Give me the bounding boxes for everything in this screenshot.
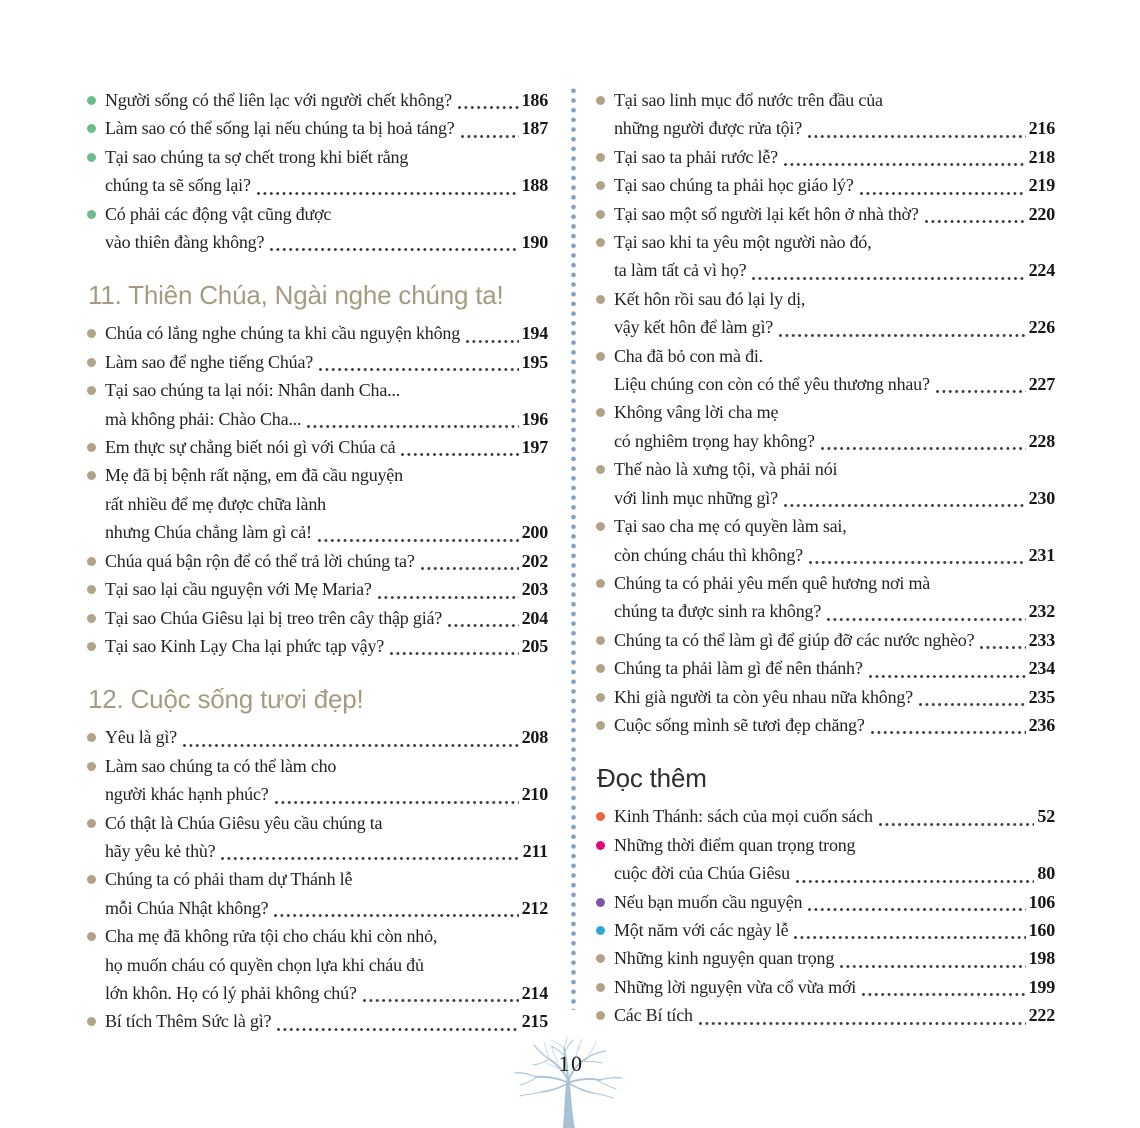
toc-item-text: Người sống có thể liên lạc với người chết không? xyxy=(105,90,452,110)
toc-item xyxy=(87,143,548,200)
toc-item xyxy=(596,1001,1055,1029)
toc-item-text: Yêu là gì? xyxy=(105,727,177,748)
toc-item-text: vậy kết hôn để làm gì? xyxy=(614,317,774,338)
page-ref: 198 xyxy=(1028,948,1055,969)
bullet-icon xyxy=(596,841,605,850)
dot-leader xyxy=(275,801,519,804)
page-ref: 231 xyxy=(1028,544,1055,565)
page-ref: 235 xyxy=(1028,686,1055,707)
extras-heading: Đọc thêm xyxy=(597,763,707,794)
toc-item xyxy=(596,398,1055,455)
toc-column-left xyxy=(87,86,548,1036)
toc-item-text: họ muốn cháu có quyền chọn lựa khi cháu đủ xyxy=(105,954,424,975)
page-ref: 205 xyxy=(521,635,548,656)
toc-item xyxy=(87,604,548,632)
toc-item-text: Tại sao chúng ta sợ chết trong khi biết rằng xyxy=(105,146,409,167)
bullet-icon xyxy=(87,614,96,623)
bullet-icon xyxy=(596,579,605,588)
bullet-icon xyxy=(87,585,96,594)
toc-item xyxy=(596,831,1055,888)
page-ref: 226 xyxy=(1028,317,1055,338)
toc-item-text: chúng ta sẽ sống lại? xyxy=(105,175,251,196)
toc-item xyxy=(596,973,1055,1001)
toc-item-text: Những lời nguyện vừa cổ vừa mới xyxy=(614,976,857,997)
toc-item-text: Em thực sự chẳng biết nói gì với Chúa cả xyxy=(105,437,396,458)
toc-item xyxy=(87,922,548,1007)
toc-item-text: Những kinh nguyện quan trọng xyxy=(614,948,835,969)
page-ref: 210 xyxy=(521,784,548,805)
toc-item-text: Liệu chúng con còn có thể yêu thương nhau? xyxy=(614,374,930,395)
toc-item xyxy=(87,865,548,922)
page-ref: 106 xyxy=(1028,891,1055,912)
bullet-icon xyxy=(87,96,96,105)
toc-item-text: Chúng ta có phải tham dự Thánh lễ xyxy=(105,869,353,890)
bullet-icon xyxy=(596,238,605,247)
dot-leader xyxy=(936,390,1026,393)
toc-item xyxy=(87,461,548,546)
dot-leader xyxy=(448,624,519,627)
page-number: 10 xyxy=(558,1051,584,1076)
dot-leader xyxy=(363,999,519,1002)
dot-leader xyxy=(809,561,1026,564)
page-ref: 204 xyxy=(521,607,548,628)
page-ref: 218 xyxy=(1028,146,1055,167)
chapter-heading: 12. Cuộc sống tươi đẹp! xyxy=(88,684,364,715)
toc-item-text: lớn khôn. Họ có lý phải không chú? xyxy=(105,982,357,1003)
page-ref: 196 xyxy=(521,408,548,429)
page-ref: 230 xyxy=(1028,487,1055,508)
toc-item xyxy=(87,1007,548,1035)
bullet-icon xyxy=(87,329,96,338)
bullet-icon xyxy=(87,124,96,133)
dot-leader xyxy=(860,192,1026,195)
toc-item-text: Tại sao linh mục đổ nước trên đầu của xyxy=(614,90,883,110)
bullet-icon xyxy=(87,443,96,452)
bullet-icon xyxy=(596,465,605,474)
bullet-icon xyxy=(596,898,605,907)
toc-item xyxy=(87,632,548,660)
dot-leader xyxy=(318,539,519,542)
toc-item-text: cuộc đời của Chúa Giêsu xyxy=(614,863,790,884)
dot-leader xyxy=(183,744,519,747)
toc-item-text: nhưng Chúa chẳng làm gì cả! xyxy=(105,522,312,543)
toc-item xyxy=(87,114,548,142)
toc-item-text: Chúa có lắng nghe chúng ta khi cầu nguyện không xyxy=(105,323,461,344)
dotted-column-separator xyxy=(571,88,576,1010)
bullet-icon xyxy=(87,762,96,771)
toc-item-text: Kinh Thánh: sách của mọi cuốn sách xyxy=(614,806,873,827)
dot-leader xyxy=(925,220,1026,223)
toc-item-text: Chúng ta có phải yêu mến quê hương nơi mà xyxy=(614,572,931,593)
dot-leader xyxy=(221,857,519,860)
bullet-icon xyxy=(87,819,96,828)
dot-leader xyxy=(270,248,518,251)
bullet-icon xyxy=(596,721,605,730)
bullet-icon xyxy=(87,642,96,651)
page-ref: 227 xyxy=(1028,374,1055,395)
toc-item xyxy=(87,723,548,751)
dot-leader xyxy=(752,277,1025,280)
page-ref: 52 xyxy=(1037,806,1055,827)
dot-leader xyxy=(980,646,1025,649)
toc-item-text: hãy yêu kẻ thù? xyxy=(105,840,216,861)
toc-item xyxy=(596,711,1055,739)
dot-leader xyxy=(784,163,1026,166)
dot-leader xyxy=(794,936,1025,939)
page-ref: 190 xyxy=(521,232,548,253)
bullet-icon xyxy=(596,636,605,645)
bullet-icon xyxy=(87,471,96,480)
bullet-icon xyxy=(87,210,96,219)
bullet-icon xyxy=(596,408,605,417)
bullet-icon xyxy=(87,1017,96,1026)
bullet-icon xyxy=(596,926,605,935)
dot-leader xyxy=(461,135,519,138)
toc-item xyxy=(596,512,1055,569)
toc-item xyxy=(596,228,1055,285)
dot-leader xyxy=(879,823,1035,826)
page-ref: 220 xyxy=(1028,203,1055,224)
dot-leader xyxy=(919,703,1026,706)
toc-item-text: Bí tích Thêm Sức là gì? xyxy=(105,1011,272,1032)
bullet-icon xyxy=(596,522,605,531)
toc-item xyxy=(87,433,548,461)
toc-item xyxy=(596,683,1055,711)
bullet-icon xyxy=(87,875,96,884)
bullet-icon xyxy=(596,153,605,162)
bullet-icon xyxy=(87,733,96,742)
tree-icon xyxy=(503,1036,637,1128)
toc-item xyxy=(596,626,1055,654)
toc-item xyxy=(87,547,548,575)
dot-leader xyxy=(274,914,518,917)
page-ref: 186 xyxy=(521,90,548,110)
toc-item-text: còn chúng cháu thì không? xyxy=(614,544,803,565)
dot-leader xyxy=(840,965,1025,968)
bullet-icon xyxy=(596,96,605,105)
toc-item-text: có nghiêm trọng hay không? xyxy=(614,430,815,451)
toc-item xyxy=(596,944,1055,972)
page-ref: 203 xyxy=(521,579,548,600)
bullet-icon xyxy=(87,557,96,566)
page-ref: 222 xyxy=(1028,1005,1055,1026)
dot-leader xyxy=(796,880,1035,883)
bullet-icon xyxy=(596,181,605,190)
toc-item xyxy=(87,809,548,866)
toc-item-text: mỗi Chúa Nhật không? xyxy=(105,897,269,918)
page-ref: 215 xyxy=(521,1011,548,1032)
bullet-icon xyxy=(596,954,605,963)
toc-item-text: Không vâng lời cha mẹ xyxy=(614,402,779,423)
toc-item-text: rất nhiều để mẹ được chữa lành xyxy=(105,493,326,514)
toc-item xyxy=(596,86,1055,143)
toc-item xyxy=(596,171,1055,199)
page-ref: 232 xyxy=(1028,601,1055,622)
page-ref: 212 xyxy=(521,897,548,918)
toc-item-text: Chúa quá bận rộn để có thể trả lời chúng ta? xyxy=(105,550,415,571)
dot-leader xyxy=(378,596,519,599)
dot-leader xyxy=(257,192,519,195)
page-ref: 236 xyxy=(1028,714,1055,735)
toc-item xyxy=(596,888,1055,916)
page-ref: 216 xyxy=(1028,118,1055,139)
toc-item-text: Chúng ta có thể làm gì để giúp đỡ các nước nghèo? xyxy=(614,629,975,650)
bullet-icon xyxy=(596,693,605,702)
page-ref: 200 xyxy=(521,522,548,543)
toc-item-text: Cha mẹ đã không rửa tội cho cháu khi còn nhỏ, xyxy=(105,926,438,947)
bullet-icon xyxy=(596,295,605,304)
toc-item-text: Tại sao lại cầu nguyện với Mẹ Maria? xyxy=(105,579,372,600)
bullet-icon xyxy=(87,358,96,367)
toc-item xyxy=(596,143,1055,171)
dot-leader xyxy=(307,425,518,428)
toc-item-text: ta làm tất cả vì họ? xyxy=(614,260,747,281)
page-ref: 208 xyxy=(521,727,548,748)
toc-item-text: Làm sao để nghe tiếng Chúa? xyxy=(105,351,314,372)
toc-item-text: với linh mục những gì? xyxy=(614,487,778,508)
bullet-icon xyxy=(596,983,605,992)
toc-item-text: Kết hôn rồi sau đó lại ly dị, xyxy=(614,288,806,309)
toc-item-text: Chúng ta phải làm gì để nên thánh? xyxy=(614,658,863,679)
page-ref: 233 xyxy=(1028,629,1055,650)
page-ref: 187 xyxy=(521,118,548,139)
page-ref: 228 xyxy=(1028,430,1055,451)
dot-leader xyxy=(784,504,1026,507)
dot-leader xyxy=(466,340,519,343)
toc-item-text: Tại sao cha mẹ có quyền làm sai, xyxy=(614,516,847,537)
toc-item xyxy=(596,569,1055,626)
dot-leader xyxy=(808,908,1025,911)
toc-column-right xyxy=(596,86,1055,1030)
dot-leader xyxy=(871,731,1026,734)
bullet-icon xyxy=(87,386,96,395)
page-ref: 234 xyxy=(1028,658,1055,679)
toc-item xyxy=(596,654,1055,682)
toc-item-text: Những thời điểm quan trọng trong xyxy=(614,834,856,855)
toc-item xyxy=(596,200,1055,228)
dot-leader xyxy=(821,447,1026,450)
toc-item-text: Tại sao khi ta yêu một người nào đó, xyxy=(614,232,872,253)
dot-leader xyxy=(808,135,1026,138)
page-ref: 160 xyxy=(1028,919,1055,940)
toc-item xyxy=(596,455,1055,512)
page-ref: 214 xyxy=(521,982,548,1003)
dot-leader xyxy=(319,368,519,371)
toc-item-text: Cuộc sống mình sẽ tươi đẹp chăng? xyxy=(614,714,865,735)
page-ref: 199 xyxy=(1028,976,1055,997)
page-ref: 202 xyxy=(521,550,548,571)
toc-item-text: Tại sao Kinh Lạy Cha lại phức tạp vậy? xyxy=(105,635,385,656)
toc-item xyxy=(87,575,548,603)
toc-item-text: Làm sao chúng ta có thể làm cho xyxy=(105,755,337,776)
toc-item-text: Các Bí tích xyxy=(614,1005,693,1026)
page-ref: 194 xyxy=(521,323,548,344)
toc-item-text: Mẹ đã bị bệnh rất nặng, em đã cầu nguyện xyxy=(105,465,403,486)
toc-item-text: Tại sao Chúa Giêsu lại bị treo trên cây thập giá? xyxy=(105,607,443,628)
dot-leader xyxy=(401,453,518,456)
page-ref: 188 xyxy=(521,175,548,196)
toc-item xyxy=(87,200,548,257)
dot-leader xyxy=(458,106,519,109)
page-ref: 195 xyxy=(521,351,548,372)
toc-item xyxy=(87,348,548,376)
toc-item-text: người khác hạnh phúc? xyxy=(105,784,269,805)
toc-item xyxy=(87,752,548,809)
bullet-icon xyxy=(87,153,96,162)
toc-item-text: Tại sao chúng ta phải học giáo lý? xyxy=(614,175,854,196)
toc-item-text: Tại sao chúng ta lại nói: Nhân danh Cha... xyxy=(105,380,401,401)
page-ref: 80 xyxy=(1037,863,1055,884)
bullet-icon xyxy=(596,1011,605,1020)
toc-item xyxy=(87,319,548,347)
toc-item-text: Cha đã bỏ con mà đi. xyxy=(614,345,763,366)
dot-leader xyxy=(779,334,1026,337)
dot-leader xyxy=(277,1028,518,1031)
toc-item xyxy=(87,376,548,433)
dot-leader xyxy=(869,675,1026,678)
toc-item-text: vào thiên đàng không? xyxy=(105,232,265,253)
chapter-heading: 11. Thiên Chúa, Ngài nghe chúng ta! xyxy=(88,280,504,311)
toc-item-text: Có phải các động vật cũng được xyxy=(105,203,332,224)
dot-leader xyxy=(421,567,519,570)
toc-item xyxy=(596,916,1055,944)
page-ref: 219 xyxy=(1028,175,1055,196)
page-ref: 224 xyxy=(1028,260,1055,281)
toc-item-text: chúng ta được sinh ra không? xyxy=(614,601,822,622)
dot-leader xyxy=(699,1022,1026,1025)
toc-item-text: Làm sao có thể sống lại nếu chúng ta bị hoả táng? xyxy=(105,118,455,139)
toc-item xyxy=(596,285,1055,342)
toc-item-text: Có thật là Chúa Giêsu yêu cầu chúng ta xyxy=(105,812,383,833)
toc-item xyxy=(596,802,1055,830)
toc-item-text: Khi già người ta còn yêu nhau nữa không? xyxy=(614,686,913,707)
dot-leader xyxy=(390,652,519,655)
toc-item-text: mà không phải: Chào Cha... xyxy=(105,408,302,429)
toc-item xyxy=(596,342,1055,399)
bullet-icon xyxy=(596,210,605,219)
toc-item-text: những người được rửa tội? xyxy=(614,118,803,139)
bullet-icon xyxy=(596,352,605,361)
toc-item-text: Nếu bạn muốn cầu nguyện xyxy=(614,891,803,912)
bullet-icon xyxy=(596,812,605,821)
toc-item-text: Thế nào là xưng tội, và phải nói xyxy=(614,459,838,480)
toc-item-text: Tại sao một số người lại kết hôn ở nhà thờ? xyxy=(614,203,919,224)
bullet-icon xyxy=(87,932,96,941)
toc-item-text: Một năm với các ngày lễ xyxy=(614,919,789,940)
toc-item-text: Tại sao ta phải rước lễ? xyxy=(614,146,778,167)
toc-item xyxy=(87,86,548,114)
dot-leader xyxy=(862,993,1026,996)
bullet-icon xyxy=(596,664,605,673)
page-ref: 211 xyxy=(522,840,548,861)
dot-leader xyxy=(827,618,1025,621)
page-ref: 197 xyxy=(521,437,548,458)
